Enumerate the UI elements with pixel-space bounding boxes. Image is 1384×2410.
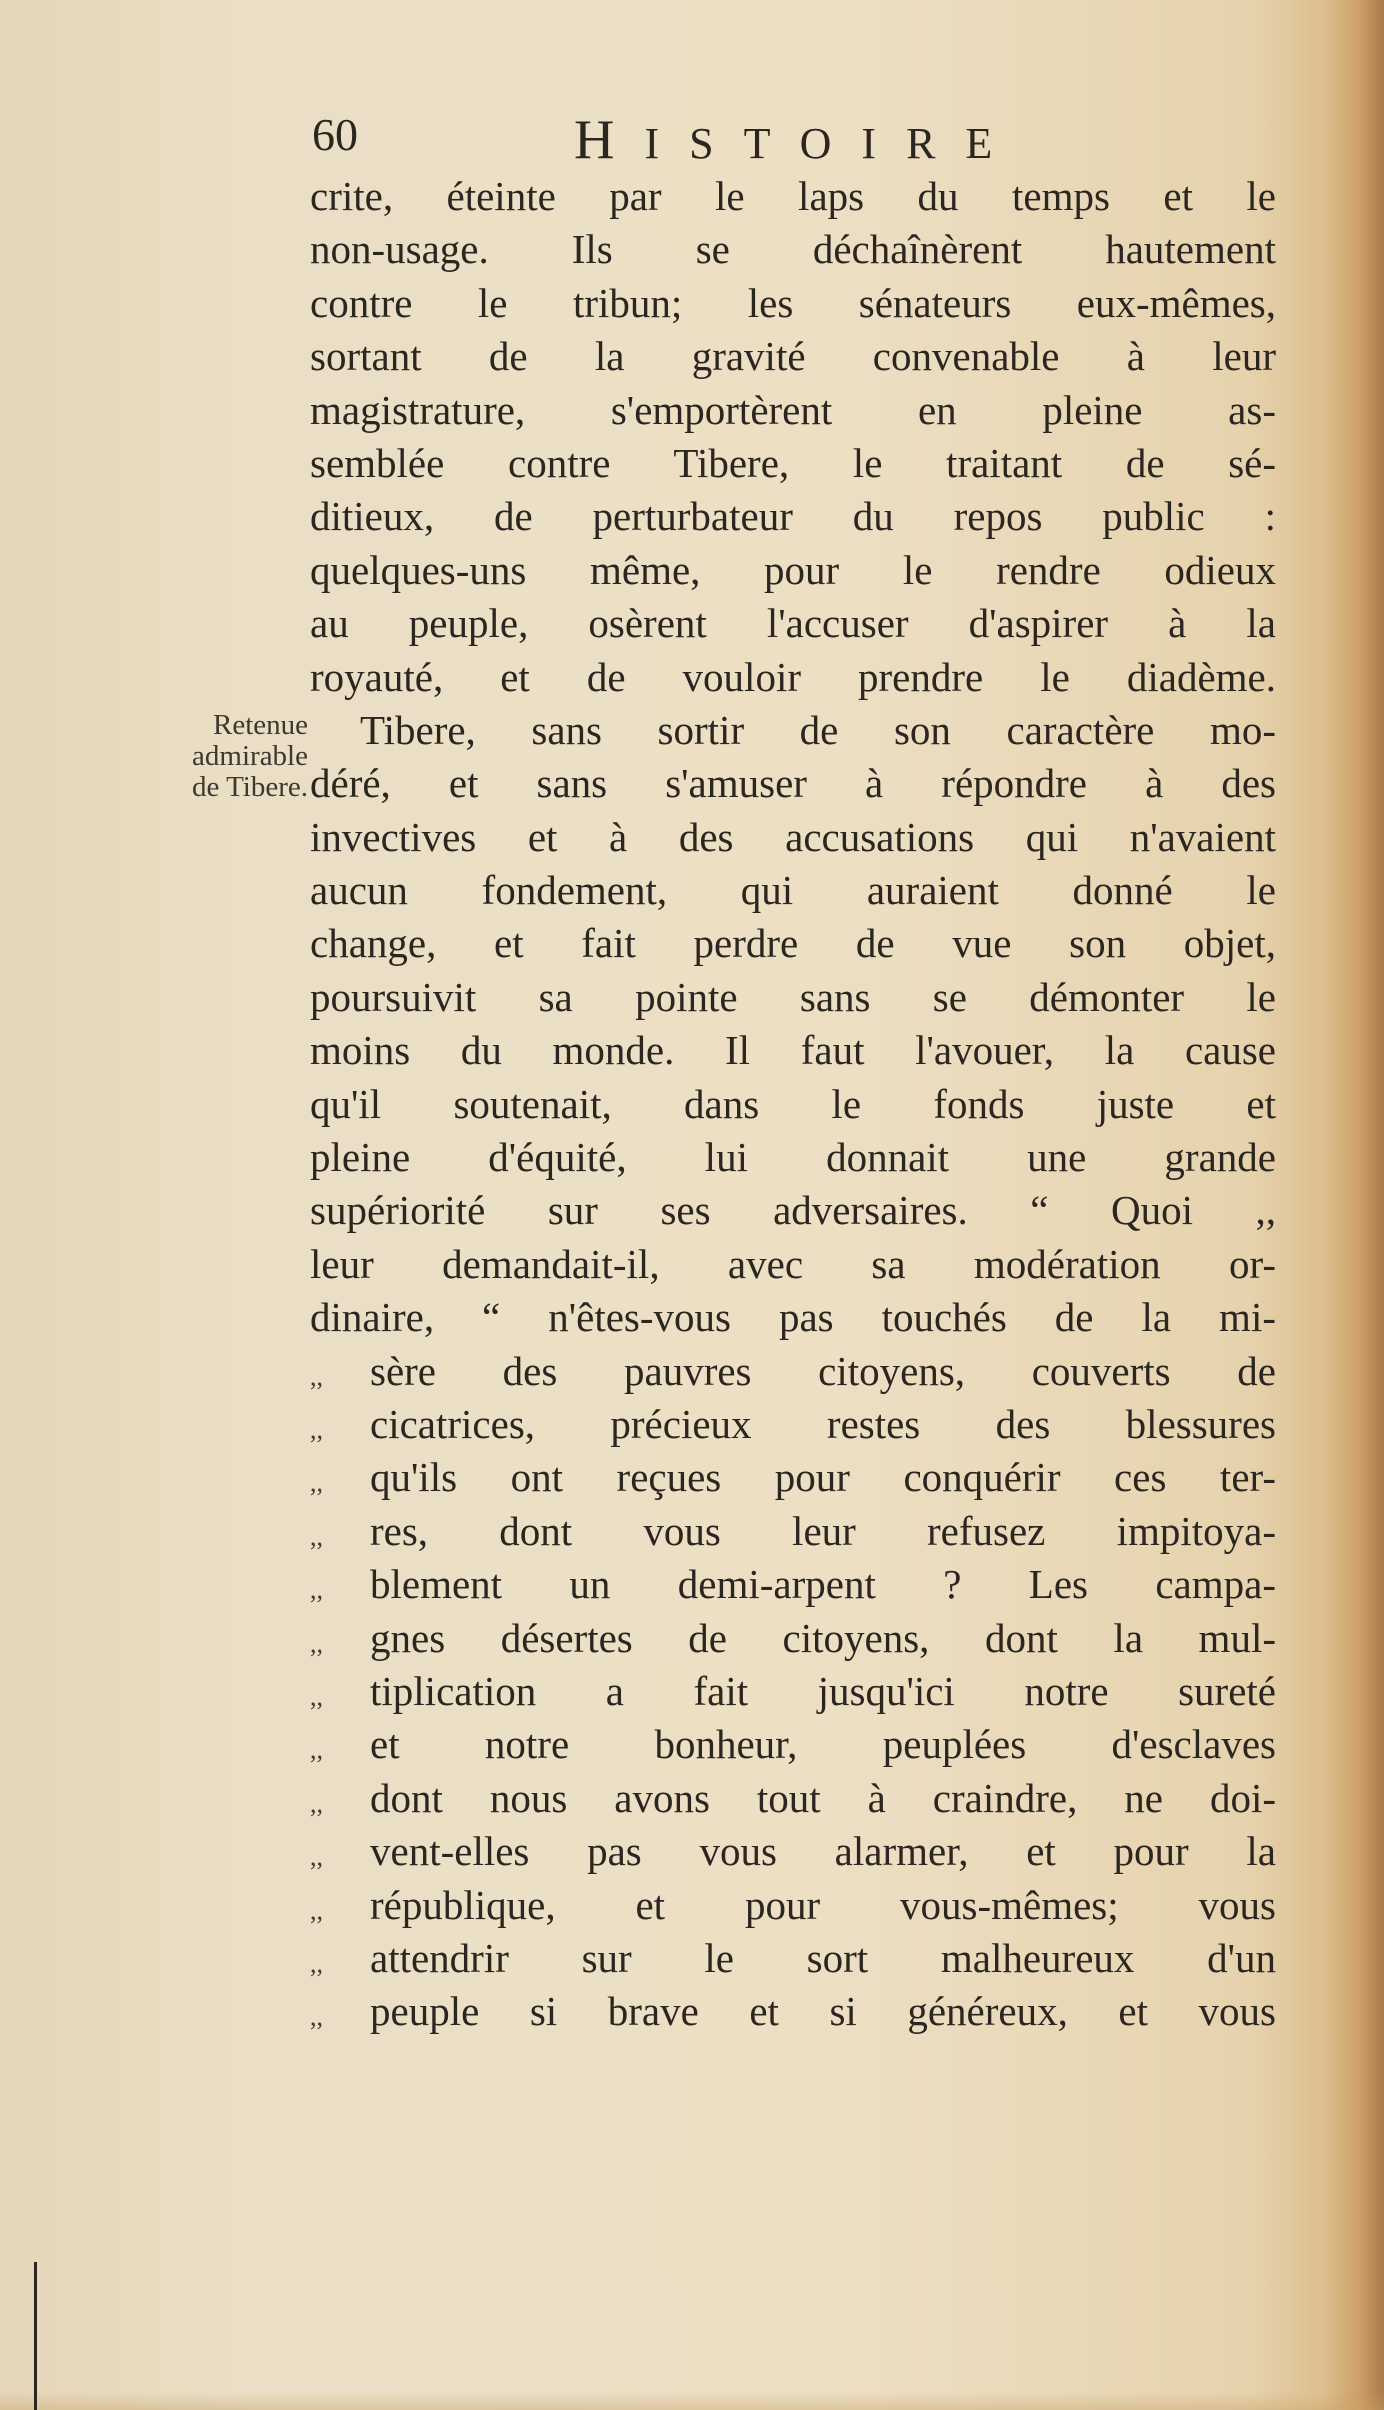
quoted-text: gnes désertes de citoyens, dont la mul- <box>370 1614 1276 1661</box>
margin-note <box>98 710 308 803</box>
margin-note-line: de Tibere. <box>192 771 308 803</box>
quoted-text: blement un demi-arpent ? Les campa- <box>370 1561 1276 1608</box>
quote-mark: ,, <box>310 1414 323 1444</box>
text-line: qu'il soutenait, dans le fonds juste et <box>310 1080 1276 1127</box>
quoted-text: sère des pauvres citoyens, couverts de <box>370 1347 1276 1394</box>
text-line: magistrature, s'emportèrent en pleine as- <box>310 386 1276 433</box>
quoted-line <box>310 1879 1276 1932</box>
text-line: ditieux, de perturbateur du repos public : <box>310 493 1276 540</box>
page-edge-shadow <box>1324 0 1384 2410</box>
margin-note-line: admirable <box>192 740 308 772</box>
text-line: poursuivit sa pointe sans se démonter le <box>310 973 1276 1020</box>
quoted-text: attendrir sur le sort malheureux d'un <box>370 1934 1276 1981</box>
text-line: contre le tribun; les sénateurs eux-mêmes, <box>310 279 1276 326</box>
quote-mark: ,, <box>310 1361 323 1391</box>
quoted-line <box>310 1612 1276 1665</box>
quote-mark: ,, <box>310 1948 323 1978</box>
quoted-line <box>310 1985 1276 2038</box>
text-line: moins du monde. Il faut l'avouer, la cause <box>310 1027 1276 1074</box>
quoted-text: peuple si brave et si généreux, et vous <box>370 1988 1276 2035</box>
quoted-line <box>310 1932 1276 1985</box>
quote-mark: ,, <box>310 1842 323 1872</box>
text-line: au peuple, osèrent l'accuser d'aspirer à la <box>310 600 1276 647</box>
text-line: royauté, et de vouloir prendre le diadème. <box>310 653 1276 700</box>
quoted-line <box>310 1451 1276 1504</box>
quoted-line <box>310 1398 1276 1451</box>
quote-mark: ,, <box>310 1681 323 1711</box>
margin-note-line: Retenue <box>212 709 308 741</box>
quoted-text: dont nous avons tout à craindre, ne doi- <box>370 1774 1276 1821</box>
page-number: 60 <box>312 109 358 160</box>
text-line: non-usage. Ils se déchaînèrent hautement <box>310 226 1276 273</box>
quoted-line <box>310 1505 1276 1558</box>
quote-mark: ,, <box>310 1575 323 1605</box>
quote-mark: ,, <box>310 1468 323 1498</box>
quoted-text: cicatrices, précieux restes des blessures <box>370 1400 1276 1447</box>
quote-mark: ,, <box>310 1628 323 1658</box>
text-line: déré, et sans s'amuser à répondre à des <box>310 760 1276 807</box>
quote-mark: ,, <box>310 2002 323 2032</box>
text-line: dinaire, “ n'êtes-vous pas touchés de la mi- <box>310 1294 1276 1341</box>
quoted-line <box>310 1345 1276 1398</box>
text-line: crite, éteinte par le laps du temps et le <box>310 173 1276 219</box>
text-line: sortant de la gravité convenable à leur <box>310 333 1276 380</box>
text-line: supériorité sur ses adversaires. “ Quoi ,, <box>310 1187 1276 1234</box>
running-header <box>312 108 1312 171</box>
quoted-text: vent-elles pas vous alarmer, et pour la <box>370 1828 1276 1875</box>
quoted-text: qu'ils ont reçues pour conquérir ces ter- <box>370 1454 1276 1501</box>
quoted-line <box>310 1718 1276 1771</box>
quoted-text: et notre bonheur, peuplées d'esclaves <box>370 1721 1276 1768</box>
quoted-line <box>310 1665 1276 1718</box>
margin-rule <box>34 2262 37 2410</box>
quote-mark: ,, <box>310 1788 323 1818</box>
quoted-line <box>310 1825 1276 1878</box>
quoted-text: république, et pour vous-mêmes; vous <box>370 1881 1276 1928</box>
text-line: invectives et à des accusations qui n'avaient <box>310 813 1276 860</box>
body-text <box>310 170 1276 2039</box>
text-line: Tibere, sans sortir de son caractère mo- <box>360 706 1276 753</box>
text-line: quelques-uns même, pour le rendre odieux <box>310 546 1276 593</box>
text-line: semblée contre Tibere, le traitant de sé- <box>310 439 1276 486</box>
text-line: change, et fait perdre de vue son objet, <box>310 920 1276 967</box>
page-bottom-edge <box>0 2392 1384 2410</box>
quoted-line <box>310 1558 1276 1611</box>
quoted-text: tiplication a fait jusqu'ici notre sureté <box>370 1667 1276 1714</box>
running-title <box>574 108 1022 172</box>
text-line: aucun fondement, qui auraient donné le <box>310 867 1276 914</box>
quote-mark: ,, <box>310 1895 323 1925</box>
running-title-initial: H <box>574 109 645 171</box>
quote-mark: ,, <box>310 1521 323 1551</box>
quoted-line <box>310 1772 1276 1825</box>
running-title-rest: ISTOIRE <box>644 119 1023 168</box>
quote-mark: ,, <box>310 1735 323 1765</box>
quoted-text: res, dont vous leur refusez impitoya- <box>370 1507 1276 1554</box>
text-line: leur demandait-il, avec sa modération or- <box>310 1240 1276 1287</box>
text-line: pleine d'équité, lui donnait une grande <box>310 1134 1276 1181</box>
